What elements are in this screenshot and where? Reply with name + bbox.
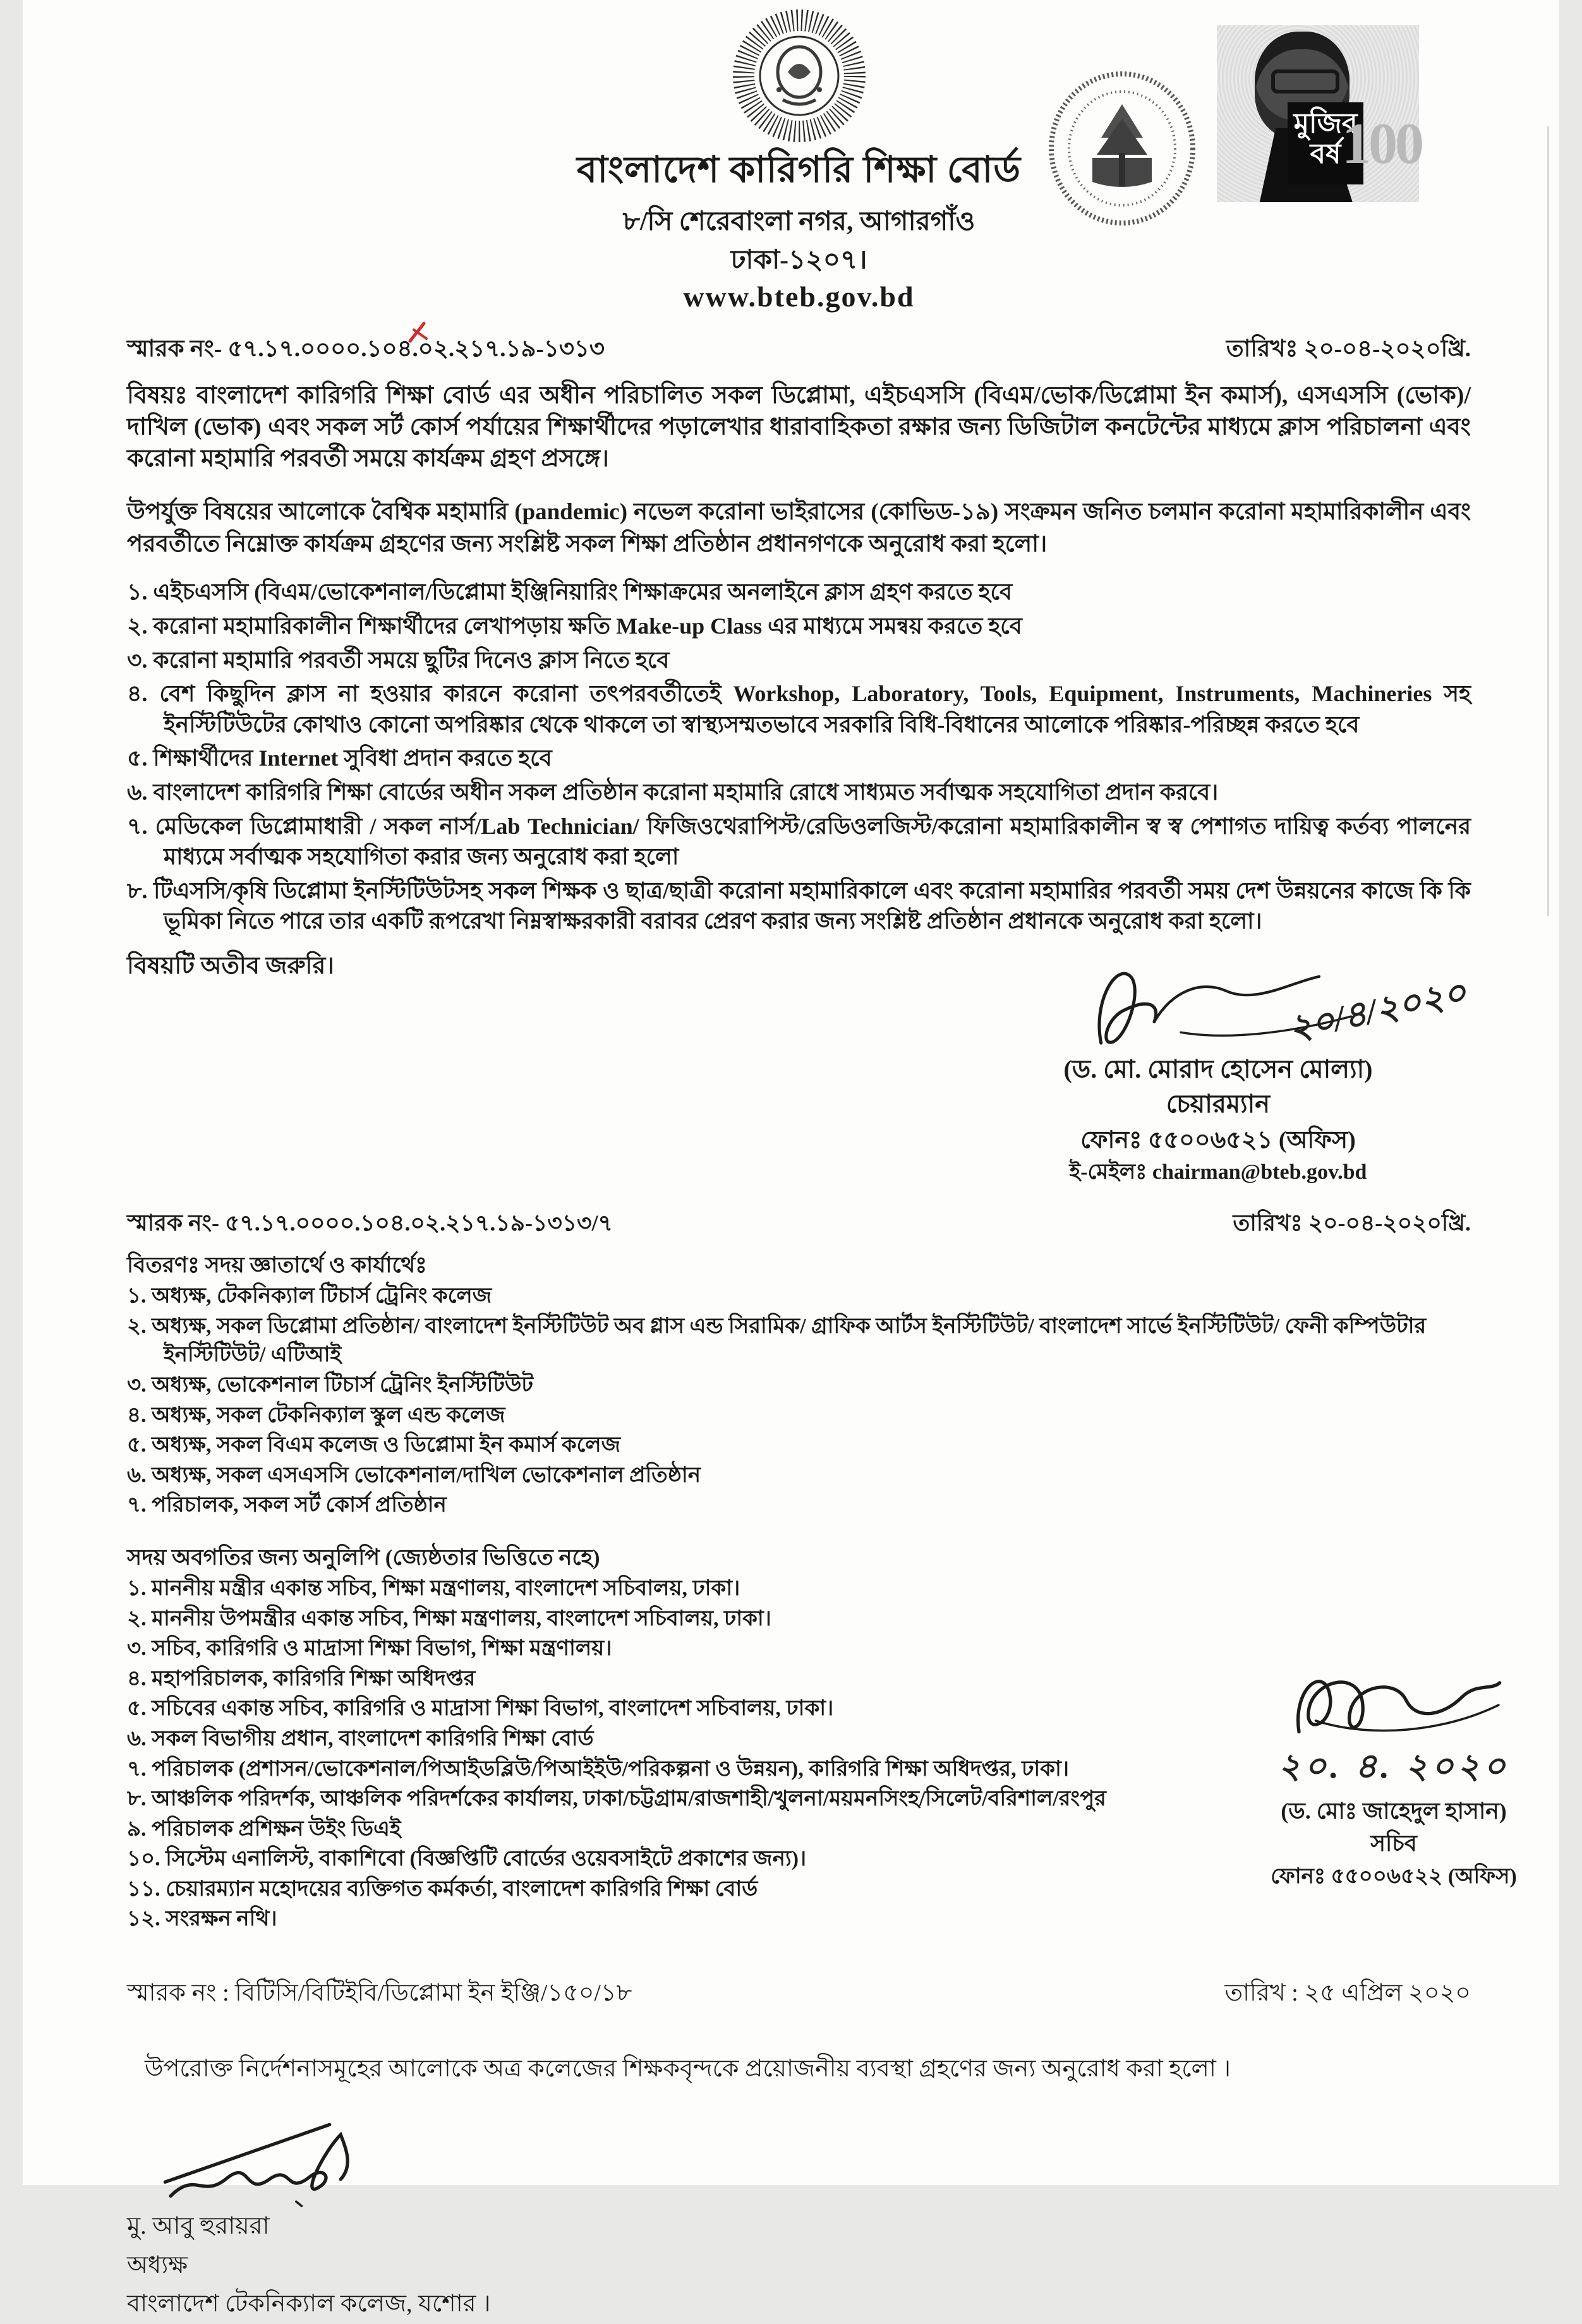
directive-item-8: ৮. টিএসসি/কৃষি ডিপ্লোমা ইনস্টিটিউটসহ সকল শিক্ষক ও ছাত্র/ছাত্রী করোনা মহামারিকালে এবং করোনা মহামারির পরবর্তী সময় দেশ উন্নয়নের কাজে কি কি ভূমিকা নিতে পারে তার একটি রূপরেখা নিম্নস্বাক্ষরকারী বরাবর প্রেরণ করার জন্য সংশ্লিষ্ট প্রতিষ্ঠান প্রধানকে অনুরোধ করা হলো। (127, 877, 1471, 934)
cc-item-3: ৩. সচিব, কারিগরি ও মাদ্রাসা শিক্ষা বিভাগ, শিক্ষা মন্ত্রণালয়। (127, 1637, 612, 1661)
cc-item-4: ৪. মহাপরিচালক, কারিগরি শিক্ষা অধিদপ্তর (127, 1666, 476, 1690)
chairman-phone: ফোনঃ ৫৫০০৬৫২১ (অফিস) (1080, 1126, 1356, 1153)
chairman-designation: চেয়ারম্যান (1166, 1089, 1271, 1118)
memo-number-2: স্মারক নং- ৫৭.১৭.০০০০.১০৪.০২.২১৭.১৯-১৩১৩/৭ (127, 1210, 613, 1236)
cc-heading: সদয় অবগতির জন্য অনুলিপি (জ্যেষ্ঠতার ভিত্তিতে নহে) (127, 1544, 600, 1570)
address-line-1: ৮/সি শেরেবাংলা নগর, আগারগাঁও (622, 207, 975, 236)
secretary-name: (ড. মোঃ জাহেদুল হাসান) (1281, 1798, 1507, 1824)
distribution-item-6: ৬. অধ্যক্ষ, সকল এসএসসি ভোকেশনাল/দাখিল ভোকেশনাল প্রতিষ্ঠান (127, 1463, 701, 1487)
cc-item-8: ৮. আঞ্চলিক পরিদর্শক, আঞ্চলিক পরিদর্শকের কার্যালয়, ঢাকা/চট্টগ্রাম/রাজশাহী/খুলনা/ময়মনসিংহ/সিলেট/বরিশাল/রংপুর (127, 1787, 1106, 1811)
memo-line-1 (127, 330, 1471, 370)
website-text: www.bteb.gov.bd (683, 280, 915, 313)
cc-item-12: ১২. সংরক্ষন নথি। (127, 1907, 277, 1931)
distribution-item-7: ৭. পরিচালক, সকল সর্ট কোর্স প্রতিষ্ঠান (127, 1493, 447, 1517)
cc-item-1: ১. মাননীয় মন্ত্রীর একান্ত সচিব, শিক্ষা মন্ত্রণালয়, বাংলাদেশ সচিবালয়, ঢাকা। (127, 1577, 740, 1601)
urgent-note: বিষয়টি অতীব জরুরি। (127, 952, 334, 979)
intro-paragraph: উপর্যুক্ত বিষয়ের আলোকে বৈশ্বিক মহামারি (pandemic) নভেল করোনা ভাইরাসের (কোভিড-১৯) সংক্রমন জনিত চলমান করোনা মহামারিকালীন এবং পরবর্তীতে নিম্নোক্ত কার্যক্রম গ্রহণের জন্য সংশ্লিষ্ট সকল শিক্ষা প্রতিষ্ঠান প্রধানগণকে অনুরোধ করা হলো। (127, 499, 1471, 558)
cc-item-2: ২. মাননীয় উপমন্ত্রীর একান্ত সচিব, শিক্ষা মন্ত্রণালয়, বাংলাদেশ সচিবালয়, ঢাকা। (127, 1606, 771, 1630)
education-emblem-icon (1043, 69, 1201, 227)
directive-item-5: ৫. শিক্ষার্থীদের Internet সুবিধা প্রদান করতে হবে (127, 745, 552, 771)
scanned-official-letter (23, 0, 1559, 2318)
subject-paragraph: বিষয়ঃ বাংলাদেশ কারিগরি শিক্ষা বোর্ড এর অধীন পরিচালিত সকল ডিপ্লোমা, এইচএসসি (বিএম/ভোক/ডিপ্লোমা ইন কমার্স), এসএসসি (ভোক)/দাখিল (ভোক) এবং সকল সর্ট কোর্স পর্যায়ের শিক্ষার্থীদের পড়ালেখার ধারাবাহিকতা রক্ষার জন্য ডিজিটাল কনটেন্টের মাধ্যমে ক্লাস পরিচালনা এবং করোনা মহামারি পরবর্তী সময়ে কার্যক্রম গ্রহণ প্রসঙ্গে। (127, 382, 1471, 473)
distribution-heading: বিতরণঃ সদয় জ্ঞাতার্থে ও কার্যার্থেঃ (127, 1252, 427, 1277)
secretary-signature (1261, 1654, 1526, 1749)
cc-item-11: ১১. চেয়ারম্যান মহোদয়ের ব্যক্তিগত কর্মকর্তা, বাংলাদেশ কারিগরি শিক্ষা বোর্ড (127, 1877, 758, 1901)
scan-edge-smudge (1547, 126, 1549, 916)
principal-designation: অধ্যক্ষ (127, 2251, 188, 2279)
chairman-handwritten-date: ২০/৪/২০২০ (1285, 972, 1470, 1049)
distribution-item-3: ৩. অধ্যক্ষ, ভোকেশনাল টিচার্স ট্রেনিং ইনস্টিটিউট (127, 1373, 533, 1397)
secretary-designation: সচিব (1370, 1830, 1417, 1856)
secretary-signature-block (1198, 1654, 1582, 1893)
memo-line-2 (127, 1206, 1471, 1244)
directive-item-6: ৬. বাংলাদেশ কারিগরি শিক্ষা বোর্ডের অধীন সকল প্রতিষ্ঠান করোনা মহামারি রোধে সাধ্যমত সর্বাত্মক সহযোগিতা প্রদান করবে। (127, 779, 1219, 805)
principal-institution: বাংলাদেশ টেকনিক্যাল কলেজ, যশোর । (127, 2291, 491, 2318)
cc-item-7: ৭. পরিচালক (প্রশাসন/ভোকেশনাল/পিআইডব্লিউ/পিআইইউ/পরিকল্পনা ও উন্নয়ন), কারিগরি শিক্ষা অধিদপ্তর, ঢাকা। (127, 1757, 1069, 1781)
organization-title: বাংলাদেশ কারিগরি শিক্ষা বোর্ড (576, 149, 1022, 190)
directive-item-2: ২. করোনা মহামারিকালীন শিক্ষার্থীদের লেখাপড়ায় ক্ষতি Make-up Class এর মাধ্যমে সমন্বয় করতে হবে (127, 613, 1022, 639)
memo-date-3: তারিখ : ২৫ এপ্রিল ২০২০ (1224, 1979, 1471, 2006)
cc-item-9: ৯. পরিচালক প্রশিক্ষন উইং ডিএই (127, 1817, 401, 1841)
distribution-section (127, 1249, 1471, 1520)
address-line-2: ঢাকা-১২০৭। (730, 245, 867, 275)
principal-signature (140, 2112, 430, 2207)
memo-date-1: তারিখঃ ২০-০৪-২০২০খ্রি. (1226, 335, 1471, 362)
distribution-item-2: ২. অধ্যক্ষ, সকল ডিপ্লোমা প্রতিষ্ঠান/ বাংলাদেশ ইনস্টিটিউট অব গ্লাস এন্ড সিরামিক/ গ্রাফিক আর্টস ইনস্টিটিউট/ বাংলাদেশ সার্ভে ইনস্টিটিউট/ ফেনী কম্পিউটার ইনস্টিটিউট/ এটিআই (127, 1314, 1427, 1367)
directive-item-7: ৭. মেডিকেল ডিপ্লোমাধারী / সকল নার্স/Lab Technician/ ফিজিওথেরাপিস্ট/রেডিওলজিস্ট/করোনা মহামারিকালীন স্ব স্ব পেশাগত দায়িত্ব কর্তব্য পালনের মাধ্যমে সর্বাত্মক সহযোগিতা করার জন্য অনুরোধ করা হলো (127, 813, 1471, 870)
cc-item-10: ১০. সিস্টেম এনালিস্ট, বাকাশিবো (বিজ্ঞপ্তিটি বোর্ডের ওয়েবসাইটে প্রকাশের জন্য)। (127, 1847, 807, 1871)
memo-date-2: তারিখঃ ২০-০৪-২০২০খ্রি. (1233, 1210, 1471, 1236)
chairman-signature-block (972, 953, 1470, 1187)
distribution-item-5: ৫. অধ্যক্ষ, সকল বিএম কলেজ ও ডিপ্লোমা ইন কমার্স কলেজ (127, 1433, 621, 1457)
memo-number-1 (127, 330, 605, 370)
mujib-borsho-line2: বর্ষ (1310, 138, 1341, 170)
secretary-phone: ফোনঃ ৫৫০০৬৫২২ (অফিস) (1271, 1864, 1517, 1888)
distribution-item-4: ৪. অধ্যক্ষ, সকল টেকনিক্যাল স্কুল এন্ড কলেজ (127, 1403, 505, 1427)
mujib-portrait-glasses-icon (1271, 69, 1339, 93)
directive-item-1: ১. এইচএসসি (বিএম/ভোকেশনাল/ডিপ্লোমা ইঞ্জিনিয়ারিং শিক্ষাক্রমের অনলাইনে ক্লাস গ্রহণ করতে হবে (127, 579, 1013, 605)
secretary-handwritten-date: ২০. ৪. ২০২০ (1278, 1747, 1509, 1785)
mujib-100-number: 100 (1342, 111, 1422, 176)
principal-name: মু. আবু হুরায়রা (127, 2212, 270, 2239)
red-tick-mark-icon (405, 320, 435, 347)
directive-item-4: ৪. বেশ কিছুদিন ক্লাস না হওয়ার কারনে করোনা তৎপরবর্তীতেই Workshop, Laboratory, Tools, Equipment, Instruments, Machineries সহ ইনস্টিটিউটের কোথাও কোনো অপরিষ্কার থেকে থাকলে তা স্বাস্থ্যসম্মতভাবে সরকারি বিধি-বিধানের আলোকে পরিষ্কার-পরিচ্ছন্ন করতে হবে (127, 681, 1471, 737)
cc-item-6: ৬. সকল বিভাগীয় প্রধান, বাংলাদেশ কারিগরি শিক্ষা বোর্ড (127, 1726, 594, 1750)
principal-signature-block (127, 2112, 1471, 2324)
chairman-email: ই-মেইলঃ chairman@bteb.gov.bd (1069, 1160, 1367, 1184)
forwarding-note: উপরোক্ত নির্দেশনাসমূহের আলোকে অত্র কলেজের শিক্ষকবৃন্দকে প্রয়োজনীয় ব্যবস্থা গ্রহণের জন্য অনুরোধ করা হলো । (145, 2055, 1231, 2082)
directives-list (127, 577, 1471, 937)
distribution-item-1: ১. অধ্যক্ষ, টেকনিক্যাল টিচার্স ট্রেনিং কলেজ (127, 1284, 492, 1308)
mujib-borsho-line1: মুজিব (1293, 108, 1358, 139)
mujib-borsho-100-logo (1217, 25, 1422, 202)
memo-number-1-text: স্মারক নং- ৫৭.১৭.০০০০.১০৪.০২.২১৭.১৯-১৩১৩ (127, 335, 605, 362)
memo-line-3 (127, 1974, 1471, 2014)
memo-number-3: স্মারক নং : বিটিসি/বিটিইবি/ডিপ্লোমা ইন ইঞ্জি/১৫০/১৮ (127, 1979, 632, 2006)
chairman-name: (ড. মো. মোরাদ হোসেন মোল্যা) (1063, 1054, 1373, 1083)
directive-item-3: ৩. করোনা মহামারি পরবর্তী সময়ে ছুটির দিনেও ক্লাস নিতে হবে (127, 647, 670, 673)
cc-item-5: ৫. সচিবের একান্ত সচিব, কারিগরি ও মাদ্রাসা শিক্ষা বিভাগ, বাংলাদেশ সচিবালয়, ঢাকা। (127, 1697, 834, 1721)
bteb-seal-graphic (717, 14, 881, 138)
